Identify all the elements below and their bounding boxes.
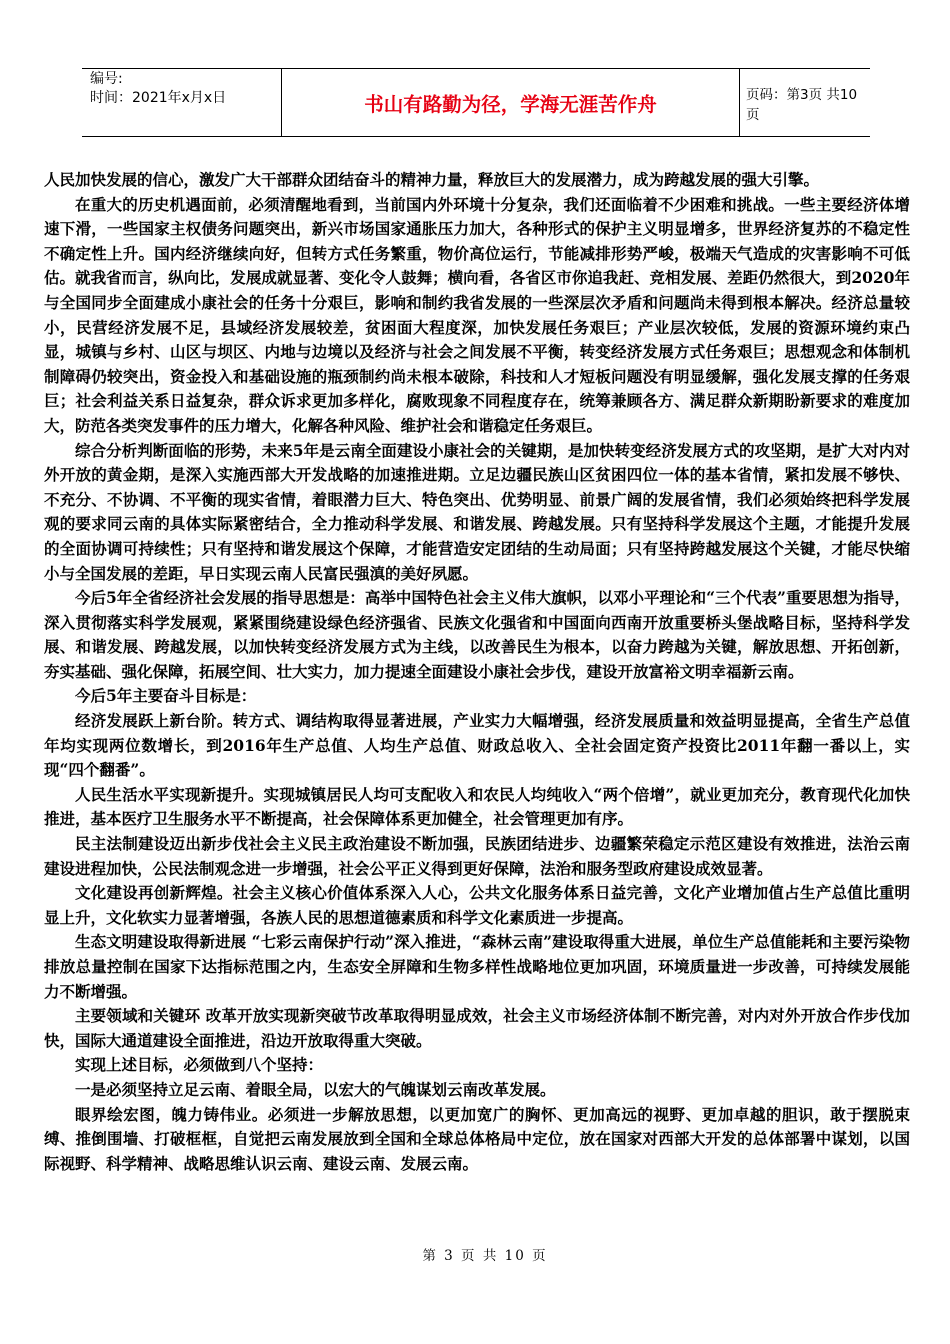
paragraph: 实现上述目标，必须做到八个坚持：: [75, 1055, 324, 1075]
paragraph: 经济发展跃上新台阶。转方式、调结构取得显著进展，产业实力大幅增强，经济发展质量和效益明显提高，全省生产总值年均实现两位数增长，到2016年生产总值、人均生产总值、财政总收入、全社会固定资产投资比2011年翻一番以上，实现“四个翻番”。: [44, 711, 910, 780]
paragraph: 主要领域和关键环 改革开放实现新突破节改革取得明显成效，社会主义市场经济体制不断完善，对内对外开放合作步伐加快，国际大通道建设全面推进，沿边开放取得重大突破。: [44, 1006, 910, 1050]
page-footer: 第 3 页 共 10 页: [422, 1248, 548, 1264]
paragraph: 民主法制建设迈出新步伐社会主义民主政治建设不断加强，民族团结进步、边疆繁荣稳定示范区建设有效推进，法治云南建设进程加快，公民法制观念进一步增强，社会公平正义得到更好保障，法治和服务型政府建设成效显著。: [44, 834, 910, 878]
header-meta: [82, 69, 282, 136]
page-header: [82, 68, 870, 137]
paragraph: 生态文明建设取得新进展 “七彩云南保护行动”深入推进，“森林云南”建设取得重大进展，单位生产总值能耗和主要污染物排放总量控制在国家下达指标范围之内，生态安全屏障和生物多样性战略地位更加巩固，环境质量进一步改善，可持续发展能力不断增强。: [44, 932, 910, 1001]
header-motto: 书山有路勤为径，学海无涯苦作舟: [282, 69, 740, 136]
paragraph: 一是必须坚持立足云南、着眼全局，以宏大的气魄谋划云南改革发展。: [75, 1079, 556, 1099]
paragraph: 眼界绘宏图，魄力铸伟业。必须进一步解放思想，以更加宽广的胸怀、更加高远的视野、更加卓越的胆识，敢于摆脱束缚、推倒围墙、打破框框，自觉把云南发展放到全国和全球总体格局中定位，放在国家对西部大开发的总体部署中谋划，以国际视野、科学精神、战略思维认识云南、建设云南、发展云南。: [44, 1104, 910, 1173]
paragraph: 今后5年全省经济社会发展的指导思想是：高举中国特色社会主义伟大旗帜，以邓小平理论和“三个代表”重要思想为指导，深入贯彻落实科学发展观，紧紧围绕建设绿色经济强省、民族文化强省和中国面向西南开放重要桥头堡战略目标，坚持科学发展、和谐发展、跨越发展，以加快转变经济发展方式为主线，以改善民生为根本，以奋力跨越为关键，解放思想、开拓创新，夯实基础、强化保障，拓展空间、壮大实力，加力提速全面建设小康社会步伐，建设开放富裕文明幸福新云南。: [44, 588, 910, 681]
paragraph: 人民生活水平实现新提升。实现城镇居民人均可支配收入和农民人均纯收入“两个倍增”，就业更加充分，教育现代化加快推进，基本医疗卫生服务水平不断提高，社会保障体系更加健全，社会管理更加有序。: [44, 784, 910, 829]
document-body: [44, 168, 910, 1176]
header-page-info: 页码：第3页 共10页: [746, 86, 858, 123]
paragraph: 综合分析判断面临的形势，未来5年是云南全面建设小康社会的关键期，是加快转变经济发展方式的攻坚期，是扩大对内对外开放的黄金期，是深入实施西部大开发战略的加速推进期。立足边疆民族山区贫困四位一体的基本省情，紧扣发展不够快、不充分、不协调、不平衡的现实省情，着眼潜力巨大、特色突出、优势明显、前景广阔的发展省情，我们必须始终把科学发展观的要求同云南的具体实际紧密结合，全力推动科学发展、和谐发展、跨越发展。只有坚持科学发展这个主题，才能提升发展的全面协调可持续性；只有坚持和谐发展这个保障，才能营造安定团结的生动局面；只有坚持跨越发展这个关键，才能尽快缩小与全国发展的差距，早日实现云南人民富民强滇的美好夙愿。: [44, 440, 910, 583]
paragraph: 文化建设再创新辉煌。社会主义核心价值体系深入人心，公共文化服务体系日益完善，文化产业增加值占生产总值比重明显上升，文化软实力显著增强，各族人民的思想道德素质和科学文化素质进一步提高。: [44, 883, 910, 927]
document-time-label: 时间：2021年x月x日: [90, 90, 227, 106]
paragraph: 今后5年主要奋斗目标是：: [75, 686, 257, 706]
document-number-label: 编号:: [90, 71, 123, 87]
paragraph: 在重大的历史机遇面前，必须清醒地看到，当前国内外环境十分复杂，我们还面临着不少困难和挑战。一些主要经济体增速下滑，一些国家主权债务问题突出，新兴市场国家通胀压力加大，各种形式的保护主义明显增多，世界经济复苏的不稳定性不确定性上升。国内经济继续向好，但转方式任务繁重，物价高位运行，节能减排形势严峻，极端天气造成的灾害影响不可低估。就我省而言，纵向比，发展成就显著、变化令人鼓舞；横向看，各省区市你追我赶、竞相发展、差距仍然很大，到2020年与全国同步全面建成小康社会的任务十分艰巨，影响和制约我省发展的一些深层次矛盾和问题尚未得到根本解决。经济总量较小，民营经济发展不足，县域经济发展较差，贫困面大程度深，加快发展任务艰巨；产业层次较低，发展的资源环境约束凸显，城镇与乡村、山区与坝区、内地与边境以及经济与社会之间发展不平衡，转变经济发展方式任务艰巨；思想观念和体制机制障碍仍较突出，资金投入和基础设施的瓶颈制约尚未根本破除，科技和人才短板问题没有明显缓解，强化发展支撑的任务艰巨；社会利益关系日益复杂，群众诉求更加多样化，腐败现象不同程度存在，统筹兼顾各方、满足群众新期盼新要求的难度加大，防范各类突发事件的压力增大，化解各种风险、维护社会和谐稳定任务艰巨。: [44, 194, 910, 435]
paragraph: 人民加快发展的信心，激发广大干部群众团结奋斗的精神力量，释放巨大的发展潜力，成为跨越发展的强大引擎。: [44, 170, 820, 189]
